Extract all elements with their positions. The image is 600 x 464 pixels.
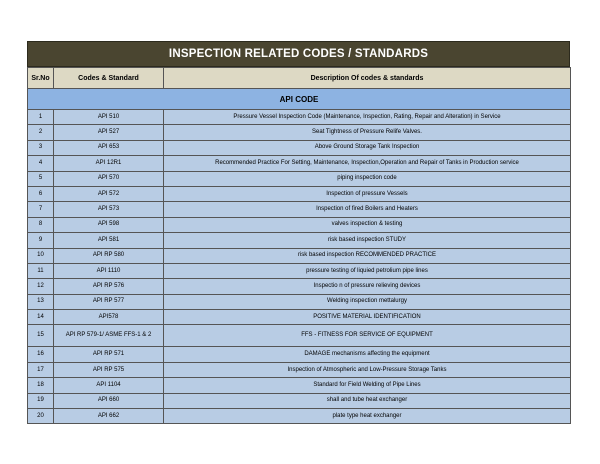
cell-code: API 581 — [54, 233, 164, 248]
section-api-code: API CODE — [28, 89, 571, 110]
table-row — [28, 186, 571, 201]
table-row — [28, 263, 571, 278]
cell-sr-no: 14 — [28, 310, 54, 325]
cell-description: Pressure Vessel Inspection Code (Maintenance, Inspection, Rating, Repair and Alteration) in Service — [164, 110, 571, 125]
table-body — [28, 89, 571, 424]
cell-code: API 653 — [54, 140, 164, 155]
cell-description: Above Ground Storage Tank Inspection — [164, 140, 571, 155]
cell-description: Seat Tightness of Pressure Relife Valves. — [164, 125, 571, 140]
sheet-title: INSPECTION RELATED CODES / STANDARDS — [27, 41, 570, 67]
cell-code: API 1104 — [54, 378, 164, 393]
standards-sheet — [27, 41, 570, 424]
cell-code: API 570 — [54, 171, 164, 186]
cell-sr-no: 12 — [28, 279, 54, 294]
table-row — [28, 362, 571, 377]
table-row — [28, 125, 571, 140]
header-row — [28, 68, 571, 89]
cell-description: POSITIVE MATERIAL IDENTIFICATION — [164, 310, 571, 325]
table-row — [28, 248, 571, 263]
cell-description: piping inspection code — [164, 171, 571, 186]
cell-description: Recommended Practice For Setting, Maintenance, Inspection,Operation and Repair of Tanks in Production service — [164, 156, 571, 171]
table-row — [28, 325, 571, 347]
cell-code: API RP 576 — [54, 279, 164, 294]
cell-sr-no: 5 — [28, 171, 54, 186]
standards-table — [27, 67, 571, 424]
cell-description: DAMAGE mechanisms affecting the equipment — [164, 347, 571, 362]
table-row — [28, 294, 571, 309]
cell-sr-no: 8 — [28, 217, 54, 232]
cell-sr-no: 11 — [28, 263, 54, 278]
cell-code: API 527 — [54, 125, 164, 140]
cell-description: shall and tube heat exchanger — [164, 393, 571, 408]
cell-code: API RP 577 — [54, 294, 164, 309]
table-row — [28, 202, 571, 217]
cell-sr-no: 18 — [28, 378, 54, 393]
table-row — [28, 279, 571, 294]
cell-code: API 1110 — [54, 263, 164, 278]
cell-description: risk based inspection RECOMMENDED PRACTICE — [164, 248, 571, 263]
cell-description: valves inspection & testing — [164, 217, 571, 232]
cell-code: API RP 575 — [54, 362, 164, 377]
cell-description: Inspectio n of pressure relieving devices — [164, 279, 571, 294]
table-row — [28, 233, 571, 248]
cell-code: API 662 — [54, 409, 164, 424]
cell-code: API 598 — [54, 217, 164, 232]
cell-sr-no: 16 — [28, 347, 54, 362]
table-row — [28, 378, 571, 393]
header-description: Description Of codes & standards — [164, 68, 571, 89]
cell-code: API 12R1 — [54, 156, 164, 171]
table-row — [28, 110, 571, 125]
table-row — [28, 409, 571, 424]
cell-description: Welding inspection mettalurgy — [164, 294, 571, 309]
cell-sr-no: 20 — [28, 409, 54, 424]
table-row — [28, 347, 571, 362]
cell-description: risk based inspection STUDY — [164, 233, 571, 248]
cell-sr-no: 6 — [28, 186, 54, 201]
cell-sr-no: 1 — [28, 110, 54, 125]
cell-description: Inspection of pressure Vessels — [164, 186, 571, 201]
cell-code: API RP 580 — [54, 248, 164, 263]
cell-sr-no: 3 — [28, 140, 54, 155]
cell-description: Standard for Field Welding of Pipe Lines — [164, 378, 571, 393]
cell-code: API 572 — [54, 186, 164, 201]
cell-sr-no: 4 — [28, 156, 54, 171]
cell-sr-no: 19 — [28, 393, 54, 408]
cell-sr-no: 2 — [28, 125, 54, 140]
cell-sr-no: 15 — [28, 325, 54, 347]
cell-sr-no: 13 — [28, 294, 54, 309]
cell-description: plate type heat exchanger — [164, 409, 571, 424]
cell-code: API 510 — [54, 110, 164, 125]
table-row — [28, 156, 571, 171]
cell-code: API RP 579-1/ ASME FFS-1 & 2 — [54, 325, 164, 347]
cell-code: API578 — [54, 310, 164, 325]
cell-sr-no: 10 — [28, 248, 54, 263]
cell-code: API 660 — [54, 393, 164, 408]
cell-code: API RP 571 — [54, 347, 164, 362]
table-row — [28, 310, 571, 325]
header-codes: Codes & Standard — [54, 68, 164, 89]
table-row — [28, 393, 571, 408]
cell-description: Inspection of fired Boilers and Heaters — [164, 202, 571, 217]
cell-sr-no: 7 — [28, 202, 54, 217]
header-sr-no: Sr.No — [28, 68, 54, 89]
table-row — [28, 171, 571, 186]
cell-description: pressure testing of liquied petrolium pipe lines — [164, 263, 571, 278]
cell-code: API 573 — [54, 202, 164, 217]
cell-description: FFS - FITNESS FOR SERVICE OF EQUIPMENT — [164, 325, 571, 347]
section-row — [28, 89, 571, 110]
table-row — [28, 217, 571, 232]
cell-sr-no: 9 — [28, 233, 54, 248]
cell-description: Inspection of Atmospheric and Low-Pressure Storage Tanks — [164, 362, 571, 377]
table-row — [28, 140, 571, 155]
cell-sr-no: 17 — [28, 362, 54, 377]
